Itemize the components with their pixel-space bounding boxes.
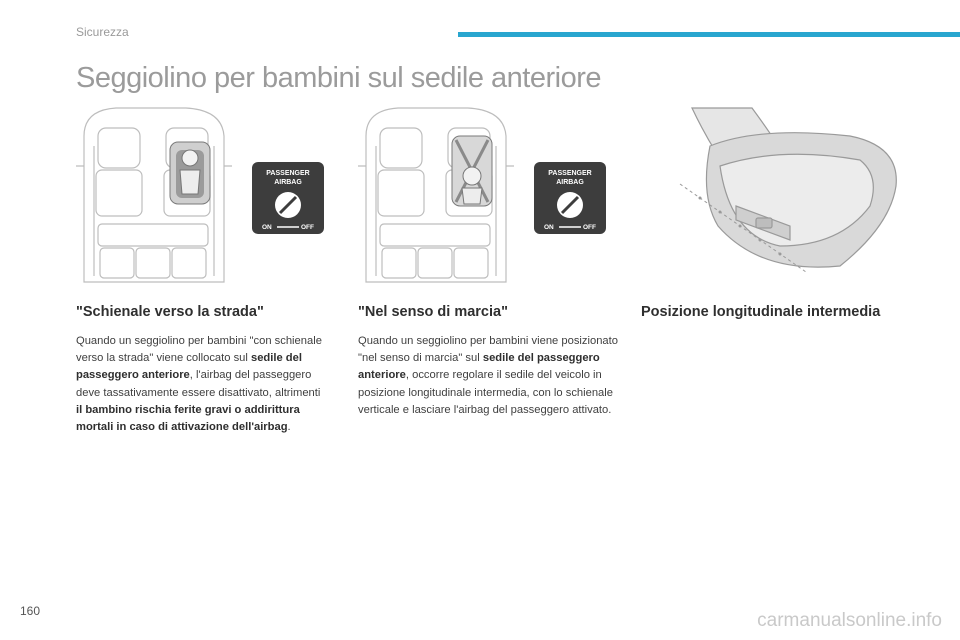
page-number: 160: [20, 604, 41, 618]
seat-longitudinal-illustration: [640, 106, 910, 286]
child-seat-rear-facing: [170, 142, 210, 204]
page-title: Seggiolino per bambini sul sedile anteriore: [76, 62, 601, 94]
airbag-off-badge: [252, 162, 324, 234]
heading-rear-facing: "Schienale verso la strada": [76, 304, 264, 320]
forward-facing-seat-illustration: [358, 106, 628, 286]
badge-on: ON: [262, 224, 272, 231]
child-seat-forward-facing: [452, 136, 492, 206]
badge-off: OFF: [301, 224, 314, 231]
watermark: carmanualsonline.info: [757, 610, 942, 631]
column-rear-facing: [76, 304, 326, 436]
paragraph-rear-facing: Quando un seggiolino per bambini "con schienale verso la strada" viene collocato sul sedile del passeggero anteriore, l'airbag del passeggero deve tassativamente essere disattivato, altrimenti il bambino rischia ferite gravi o addirittura mortali in caso di attivazione dell'airbag.: [76, 335, 322, 434]
section-label: Sicurezza: [76, 25, 129, 39]
column-seat-position: [641, 304, 891, 333]
paragraph-forward-facing: Quando un seggiolino per bambini viene posizionato "nel senso di marcia" sul sedile del passeggero anteriore, occorre regolare il sedile del veicolo in posizione longitudinale intermedia, con lo schienale verticale e lasciare l'airbag del passeggero attivato.: [358, 335, 618, 416]
badge-on: ON: [544, 224, 554, 231]
header-accent-bar: [458, 32, 960, 37]
heading-forward-facing: "Nel senso di marcia": [358, 304, 508, 320]
rear-facing-seat-illustration: [76, 106, 346, 286]
badge-line2: AIRBAG: [274, 179, 302, 186]
badge-line1: PASSENGER: [548, 170, 592, 177]
badge-off: OFF: [583, 224, 596, 231]
badge-line2: AIRBAG: [556, 179, 584, 186]
heading-seat-position: Posizione longitudinale intermedia: [641, 304, 881, 320]
column-forward-facing: [358, 304, 623, 419]
airbag-badge: [534, 162, 606, 234]
badge-line1: PASSENGER: [266, 170, 310, 177]
